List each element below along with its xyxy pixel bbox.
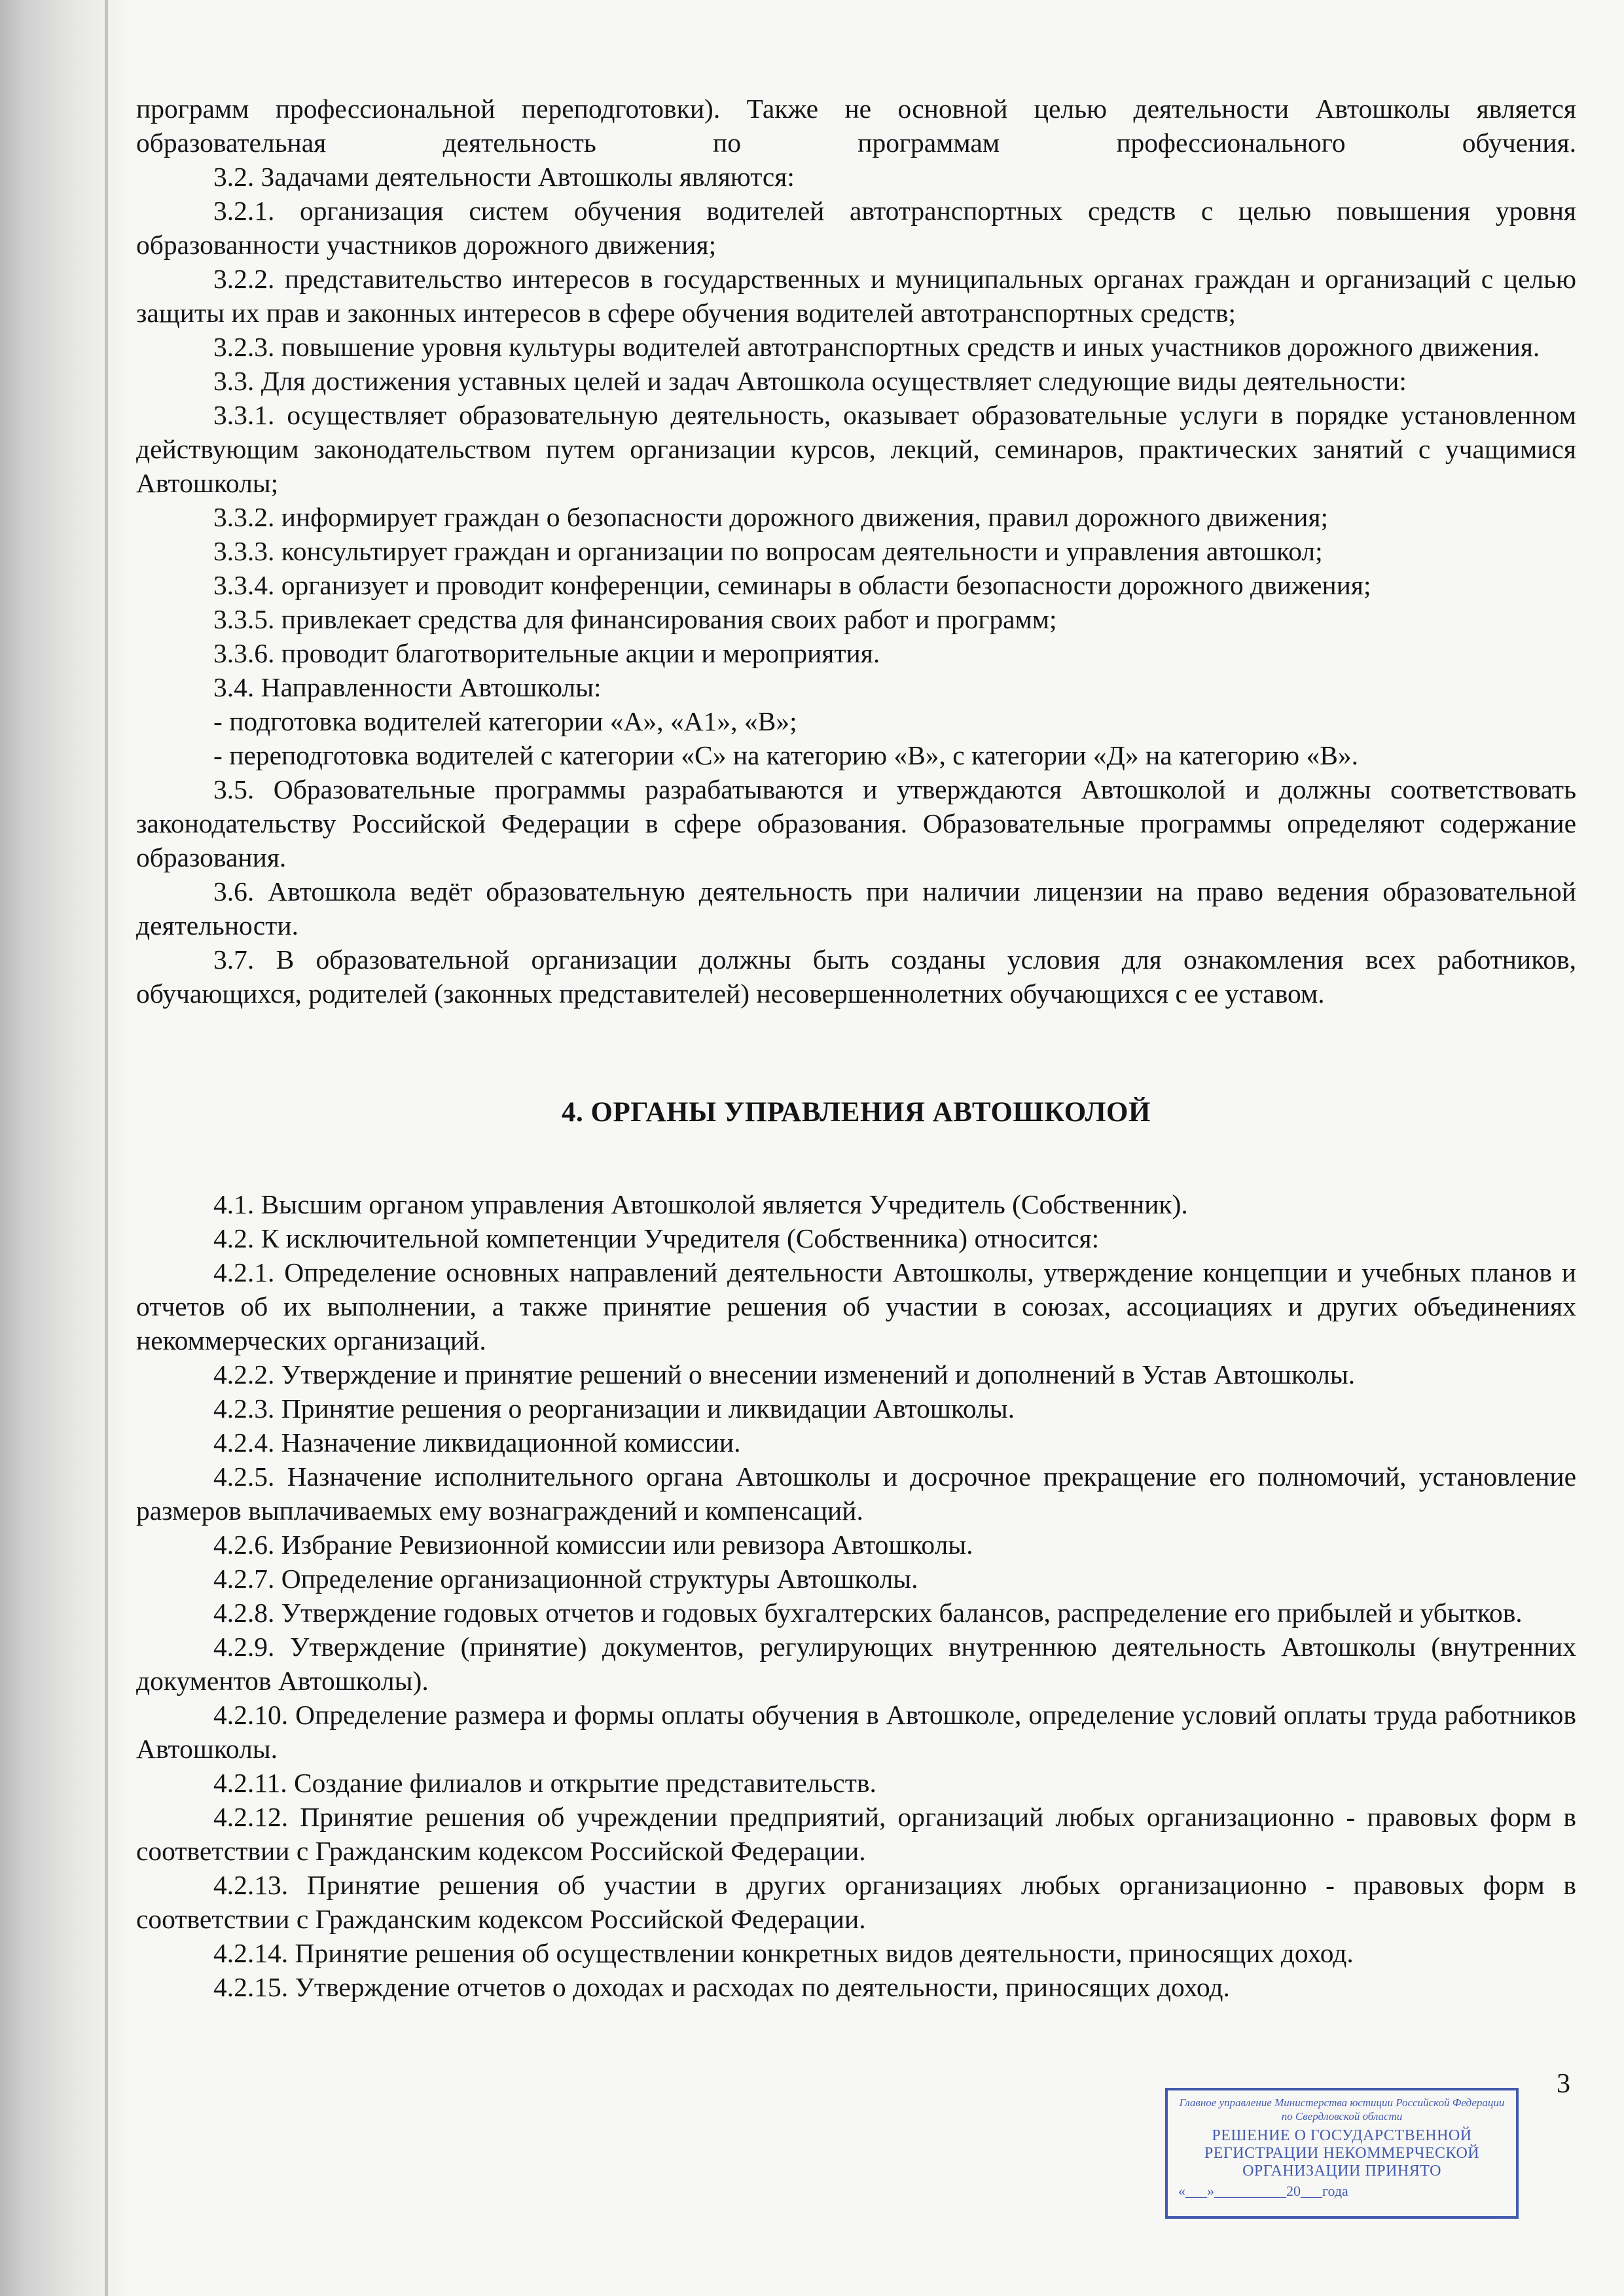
section-3-list [136, 160, 1576, 1011]
scan-shadow-edge [0, 0, 131, 2296]
section-4-list [136, 1187, 1576, 2004]
clause-3-7: 3.7. В образовательной организации должны быть созданы условия для ознакомления всех работников, обучающихся, родителей (законных представителей) несовершеннолетних обучающихся с ее уставом. [136, 944, 1576, 1009]
list-item-training: - подготовка водителей категории «А», «А1», «В»; [213, 706, 797, 736]
clause-3-3-5: 3.3.5. привлекает средства для финансирования своих работ и программ; [213, 604, 1057, 634]
clause-4-1: 4.1. Высшим органом управления Автошколой является Учредитель (Собственник). [213, 1189, 1188, 1219]
clause-3-2-1: 3.2.1. организация систем обучения водителей автотранспортных средств с целью повышения уровня образованности участников дорожного движения; [136, 196, 1576, 260]
clause-4-2-9: 4.2.9. Утверждение (принятие) документов, регулирующих внутреннюю деятельность Автошколы (внутренних документов Автошколы). [136, 1632, 1576, 1696]
clause-4-2-5: 4.2.5. Назначение исполнительного органа Автошколы и досрочное прекращение его полномочий, установление размеров выплачиваемых ему вознаграждений и компенсаций. [136, 1462, 1576, 1526]
registration-stamp [1165, 2088, 1519, 2219]
clause-4-2-7: 4.2.7. Определение организационной структуры Автошколы. [213, 1564, 918, 1594]
clause-4-2: 4.2. К исключительной компетенции Учредителя (Собственника) относится: [213, 1223, 1100, 1253]
clause-4-2-15: 4.2.15. Утверждение отчетов о доходах и расходах по деятельности, приносящих доход. [213, 1972, 1230, 2002]
clause-3-6: 3.6. Автошкола ведёт образовательную деятельность при наличии лицензии на право ведения образовательной деятельности. [136, 876, 1576, 941]
scan-binding-line [105, 0, 108, 2296]
clause-3-2: 3.2. Задачами деятельности Автошколы являются: [213, 162, 795, 192]
clause-4-2-11: 4.2.11. Создание филиалов и открытие представительств. [213, 1768, 876, 1798]
clause-3-3-3: 3.3.3. консультирует граждан и организации по вопросам деятельности и управления автошкол; [213, 536, 1323, 566]
clause-4-2-14: 4.2.14. Принятие решения об осуществлении конкретных видов деятельности, приносящих доход. [213, 1938, 1354, 1968]
clause-3-3-1: 3.3.1. осуществляет образовательную деятельность, оказывает образовательные услуги в порядке установленном действующим законодательством путем организации курсов, лекций, семинаров, практических занятий с учащимися Автошколы; [136, 400, 1576, 498]
clause-3-2-2: 3.2.2. представительство интересов в государственных и муниципальных органах граждан и организаций с целью защиты их прав и законных интересов в сфере обучения водителей автотранспортных средств; [136, 264, 1576, 328]
section-4-title: 4. ОРГАНЫ УПРАВЛЕНИЯ АВТОШКОЛОЙ [562, 1097, 1151, 1128]
clause-3-2-3: 3.2.3. повышение уровня культуры водителей автотранспортных средств и иных участников дорожного движения. [213, 332, 1540, 362]
clause-4-2-13: 4.2.13. Принятие решения об участии в других организациях любых организационно - правовых форм в соответствии с Гражданским кодексом Российской Федерации. [136, 1870, 1576, 1934]
clause-3-5: 3.5. Образовательные программы разрабатываются и утверждаются Автошколой и должны соответствовать законодательству Российской Федерации в сфере образования. Образовательные программы определяют содержание образования. [136, 774, 1576, 872]
clause-4-2-8: 4.2.8. Утверждение годовых отчетов и годовых бухгалтерских балансов, распределение его прибылей и убытков. [213, 1598, 1523, 1628]
clause-4-2-3: 4.2.3. Принятие решения о реорганизации и ликвидации Автошколы. [213, 1393, 1015, 1424]
page-number: 3 [1557, 2069, 1570, 2099]
clause-3-3-2: 3.3.2. информирует граждан о безопасности дорожного движения, правил дорожного движения; [213, 502, 1329, 532]
clause-4-2-10: 4.2.10. Определение размера и формы оплаты обучения в Автошколе, определение условий оплаты труда работников Автошколы. [136, 1700, 1576, 1764]
clause-3-4: 3.4. Направленности Автошколы: [213, 672, 602, 702]
clause-4-2-6: 4.2.6. Избрание Ревизионной комиссии или ревизора Автошколы. [213, 1530, 973, 1560]
clause-3-3: 3.3. Для достижения уставных целей и задач Автошкола осуществляет следующие виды деятельности: [213, 366, 1407, 396]
clause-3-3-6: 3.3.6. проводит благотворительные акции и мероприятия. [213, 638, 880, 668]
clause-3-3-4: 3.3.4. организует и проводит конференции, семинары в области безопасности дорожного движения; [213, 570, 1371, 600]
stamp-date-line: «___»__________20___года [1178, 2183, 1348, 2199]
stamp-decision: РЕШЕНИЕ О ГОСУДАРСТВЕННОЙ РЕГИСТРАЦИИ НЕКОММЕРЧЕСКОЙ ОРГАНИЗАЦИИ ПРИНЯТО [1204, 2127, 1480, 2179]
clause-4-2-12: 4.2.12. Принятие решения об учреждении предприятий, организаций любых организационно - правовых форм в соответствии с Гражданским кодексом Российской Федерации. [136, 1802, 1576, 1866]
stamp-authority: Главное управление Министерства юстиции Российской Федерации по Свердловской области [1179, 2096, 1505, 2123]
list-item-retraining: - переподготовка водителей с категории «С» на категорию «В», с категории «Д» на категорию «В». [213, 740, 1359, 770]
clause-4-2-4: 4.2.4. Назначение ликвидационной комиссии. [213, 1427, 741, 1458]
clause-4-2-2: 4.2.2. Утверждение и принятие решений о внесении изменений и дополнений в Устав Автошколы. [213, 1359, 1356, 1390]
clause-4-2-1: 4.2.1. Определение основных направлений деятельности Автошколы, утверждение концепции и учебных планов и отчетов об их выполнении, а также принятие решения об участии в союзах, ассоциациях и других объединениях некоммерческих организаций. [136, 1257, 1576, 1355]
intro-paragraph: программ профессиональной переподготовки). Также не основной целью деятельности Автошколы является образовательная деятельность по программам профессионального обучения. [136, 94, 1576, 158]
document-page [136, 92, 1576, 2004]
